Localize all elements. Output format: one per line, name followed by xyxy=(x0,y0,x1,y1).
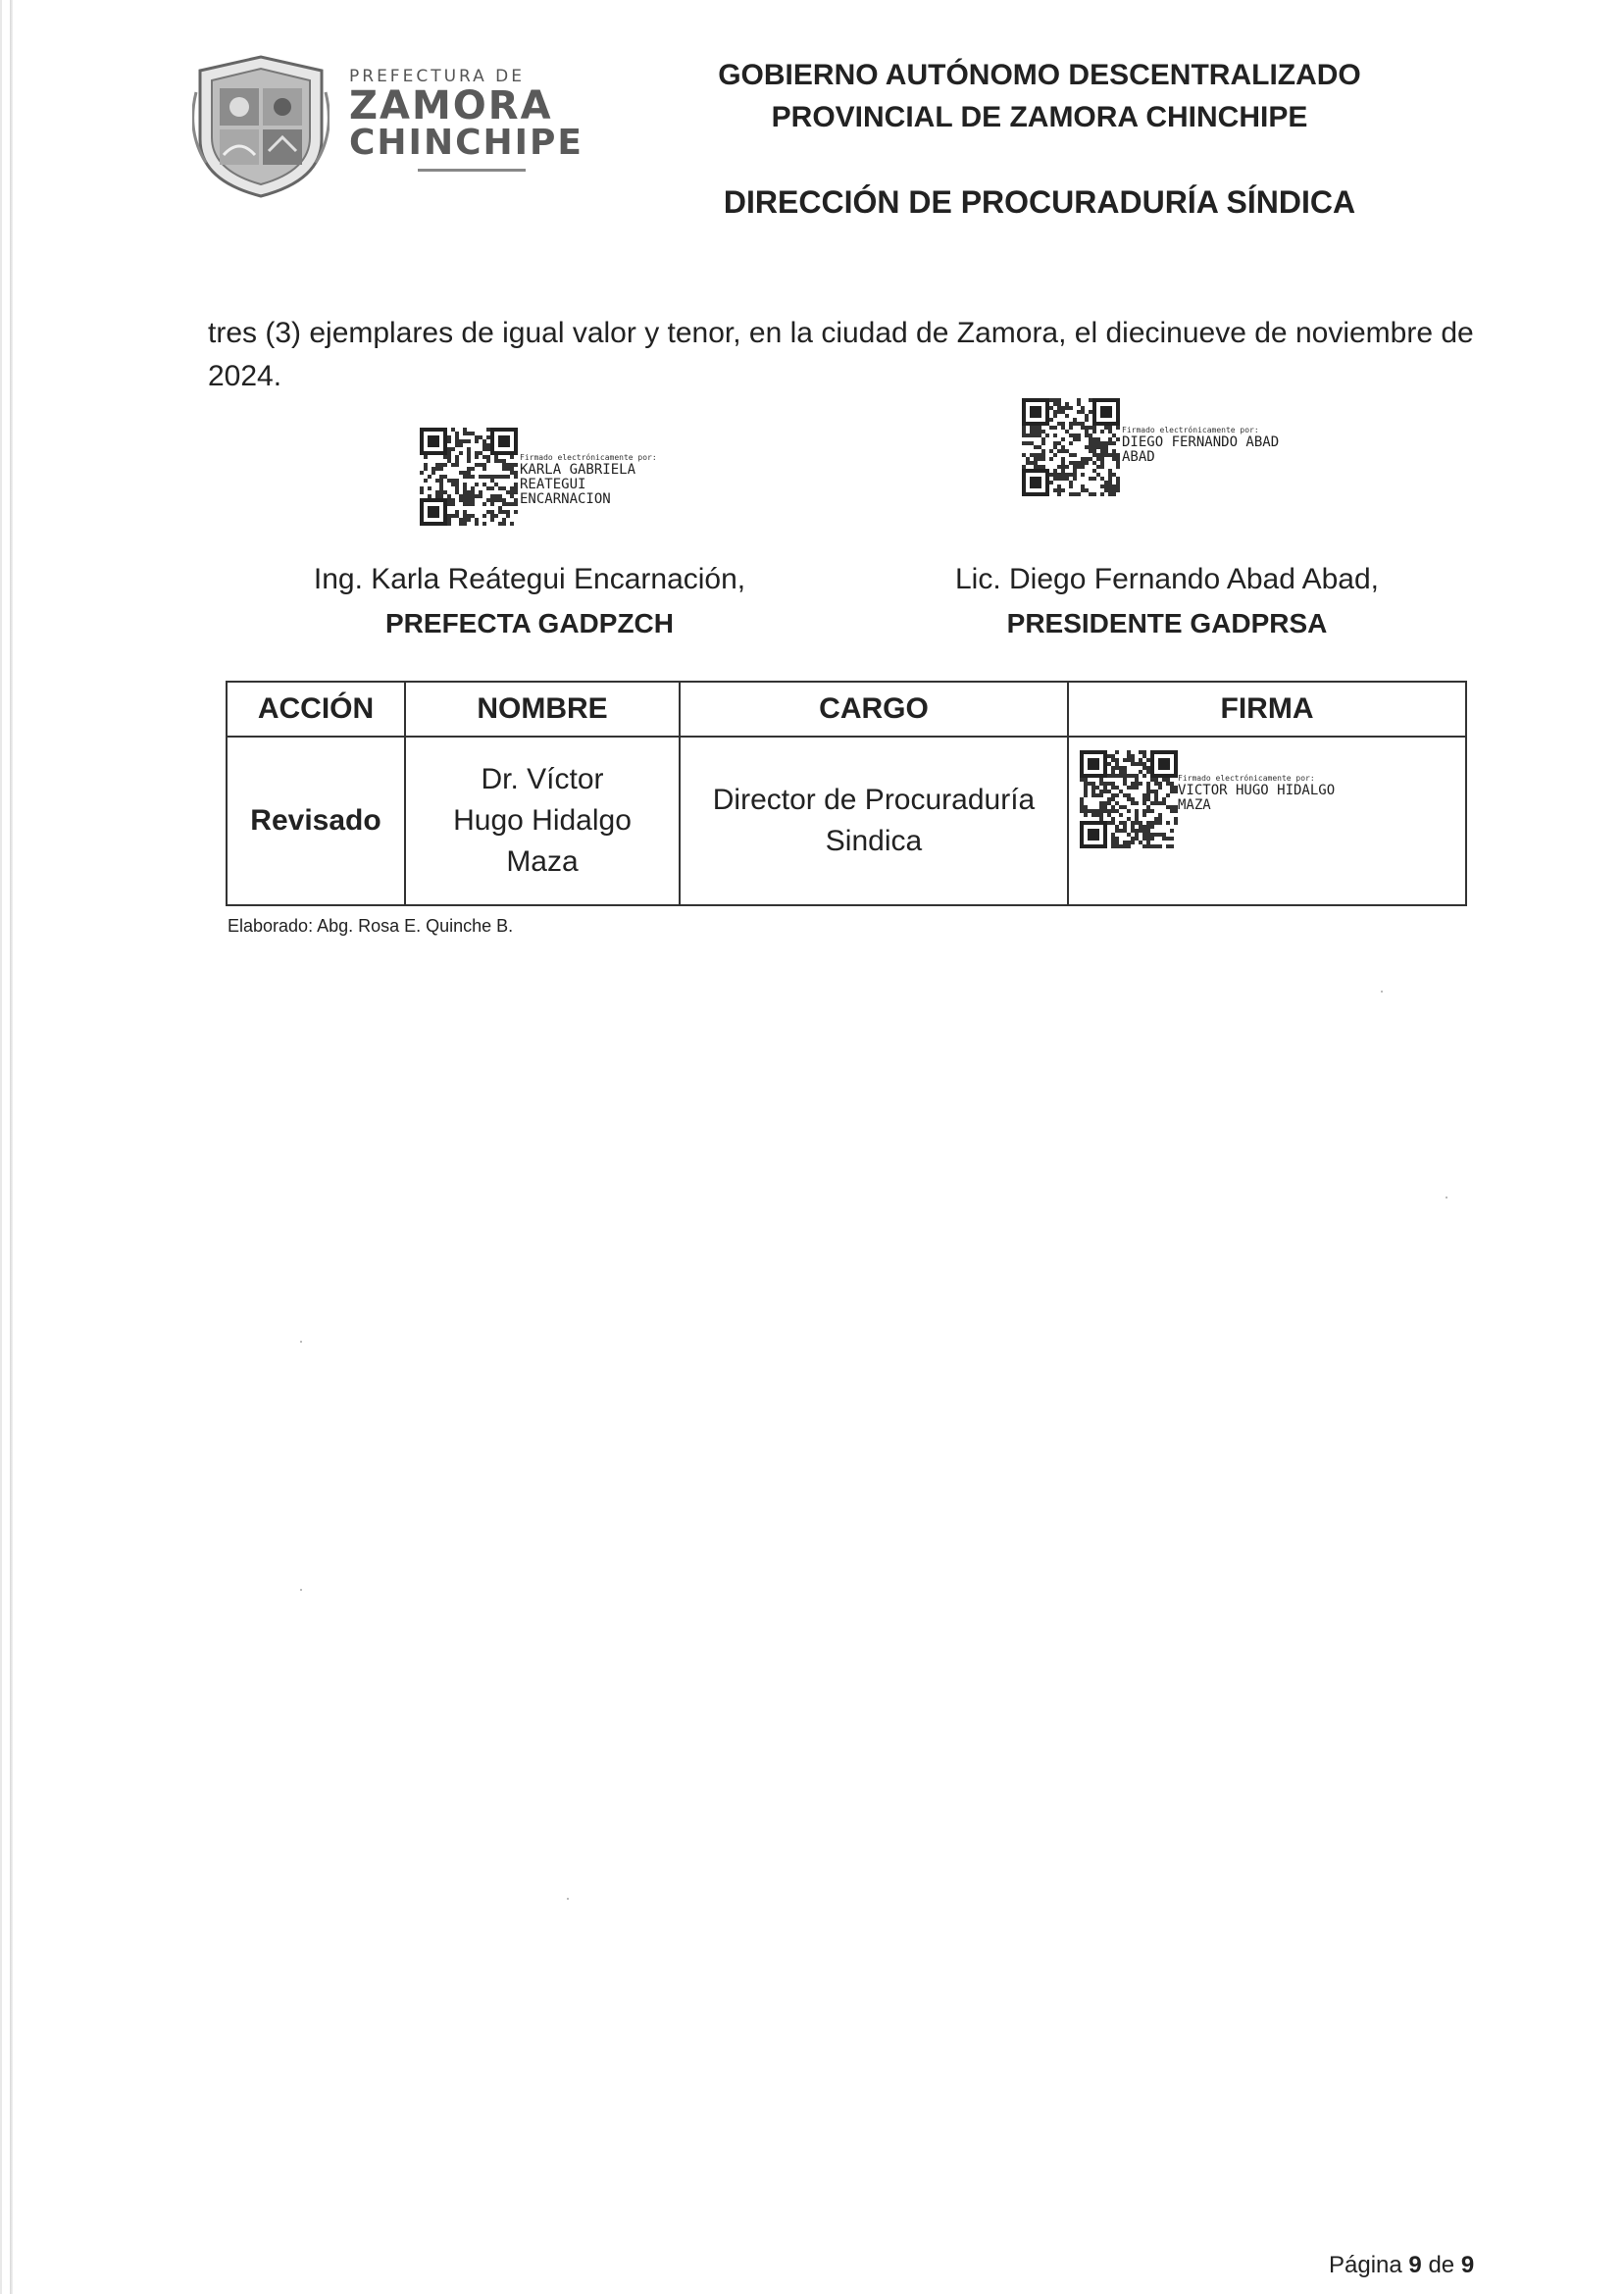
scan-speck xyxy=(1446,1197,1447,1198)
scan-speck xyxy=(300,1589,302,1591)
cell-accion: Revisado xyxy=(227,737,405,905)
review-table xyxy=(226,681,1467,906)
page-of: de xyxy=(1428,2252,1455,2278)
table-row xyxy=(227,737,1466,905)
elaborado-note: Elaborado: Abg. Rosa E. Quinche B. xyxy=(228,916,514,936)
column-header-cargo: CARGO xyxy=(680,682,1068,737)
signer-role-right: PRESIDENTE GADPRSA xyxy=(1006,608,1328,638)
signer-name-left: Ing. Karla Reátegui Encarnación, xyxy=(313,563,746,595)
org-title-line2: PROVINCIAL DE ZAMORA CHINCHIPE xyxy=(771,101,1308,133)
qr-signer-name: VICTOR HUGO HIDALGO MAZA xyxy=(1178,783,1336,813)
scan-edge-outer xyxy=(0,0,2,2294)
cell-nombre xyxy=(405,737,680,905)
signer-name-right: Lic. Diego Fernando Abad Abad, xyxy=(955,563,1379,595)
qr-signature-icon xyxy=(1022,396,1120,498)
prefecture-logo xyxy=(192,51,624,198)
page-label: Página xyxy=(1329,2252,1402,2278)
column-header-firma: FIRMA xyxy=(1068,682,1466,737)
qr-signature-icon xyxy=(1080,748,1178,850)
logo-underline xyxy=(418,169,526,172)
logo-line3: CHINCHIPE xyxy=(349,123,584,163)
qr-signature-icon xyxy=(420,426,518,528)
department-title: DIRECCIÓN DE PROCURADURÍA SÍNDICA xyxy=(723,184,1356,220)
table-header-row xyxy=(227,682,1466,737)
page-current: 9 xyxy=(1408,2252,1422,2278)
qr-caption: Firmado electrónicamente por: xyxy=(1178,774,1315,783)
logo-line1: PREFECTURA DE xyxy=(349,67,526,86)
scan-speck xyxy=(1381,991,1383,993)
org-title-line1: GOBIERNO AUTÓNOMO DESCENTRALIZADO xyxy=(718,59,1361,91)
scan-edge xyxy=(10,0,13,2294)
column-header-accion: ACCIÓN xyxy=(227,682,405,737)
firma-container xyxy=(1070,739,1464,895)
cell-firma xyxy=(1068,737,1466,905)
logo-line2: ZAMORA xyxy=(349,83,553,128)
qr-caption: Firmado electrónicamente por: xyxy=(1122,426,1259,434)
cell-nombre-text: Dr. Víctor Hugo Hidalgo Maza xyxy=(453,763,632,878)
body-paragraph: tres (3) ejemplares de igual valor y tenor, en la ciudad de Zamora, el diecinueve de noviembre de 2024. xyxy=(208,317,1474,392)
page-total: 9 xyxy=(1460,2252,1475,2278)
qr-signer-name: DIEGO FERNANDO ABAD ABAD xyxy=(1122,434,1280,465)
page-number xyxy=(1329,2252,1474,2279)
logo-wordmark xyxy=(349,67,584,172)
signer-role-left: PREFECTA GADPZCH xyxy=(385,608,674,638)
cell-cargo-text: Director de Procuraduría Sindica xyxy=(712,784,1036,857)
qr-caption: Firmado electrónicamente por: xyxy=(520,453,657,462)
cell-cargo xyxy=(680,737,1068,905)
scan-speck xyxy=(567,1898,569,1900)
scan-speck xyxy=(300,1341,302,1343)
qr-signer-name: KARLA GABRIELA REATEGUI ENCARNACION xyxy=(520,462,636,507)
shield-icon xyxy=(192,53,330,200)
column-header-nombre: NOMBRE xyxy=(405,682,680,737)
